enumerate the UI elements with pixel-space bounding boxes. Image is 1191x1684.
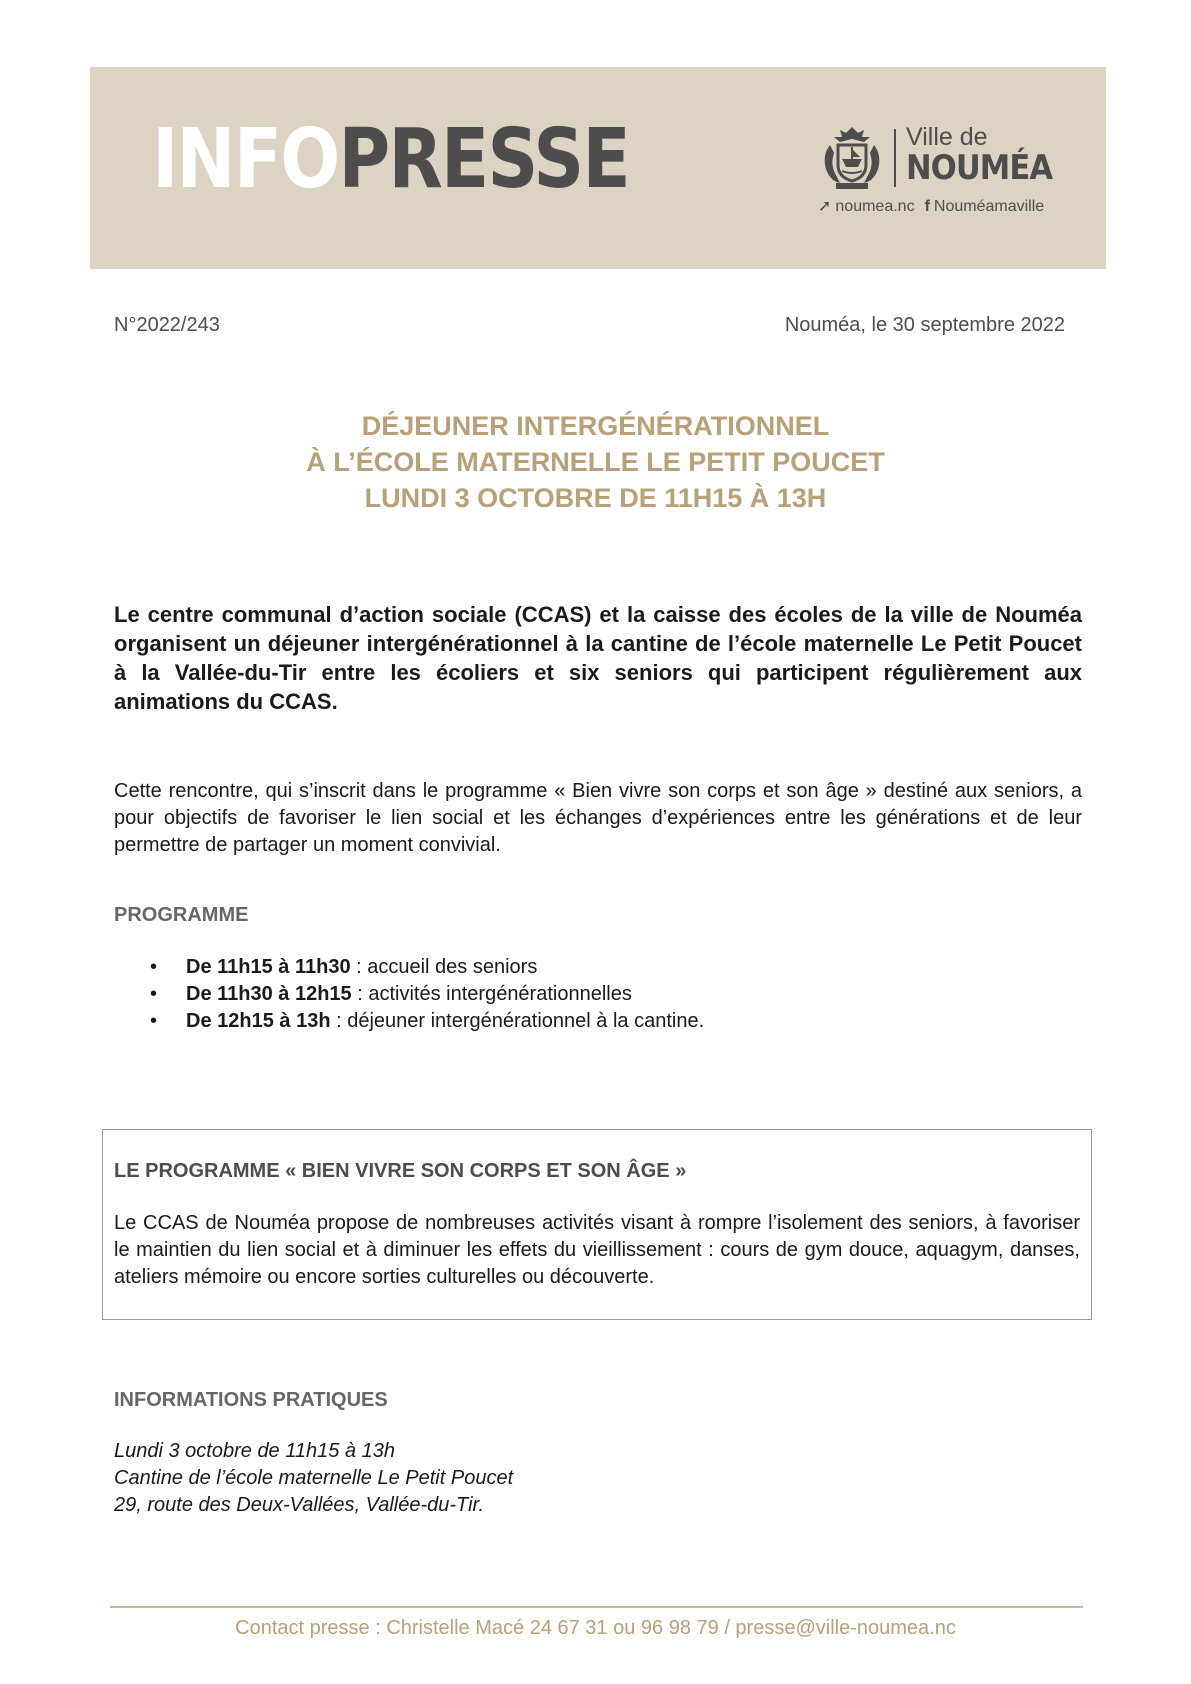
programme-info-box [102, 1129, 1092, 1320]
box-title: LE PROGRAMME « BIEN VIVRE SON CORPS ET SON ÂGE » [114, 1160, 687, 1182]
title-line-3: LUNDI 3 OCTOBRE DE 11H15 À 13H [364, 483, 827, 513]
practical-info [114, 1438, 513, 1519]
footer-divider [110, 1606, 1083, 1608]
brand-presse: PRESSE [338, 112, 629, 207]
programme-desc: : activités intergénérationnelles [351, 983, 632, 1005]
press-release-date: Nouméa, le 30 septembre 2022 [784, 314, 1065, 336]
website-link[interactable]: noumea.nc [835, 198, 915, 215]
logo-ville-de: Ville de [906, 123, 988, 151]
header-band [90, 67, 1106, 269]
programme-desc: : déjeuner intergénérationnel à la cantine. [330, 1010, 705, 1032]
logo-divider [894, 129, 896, 187]
arrow-icon: ➚ [818, 198, 832, 215]
logo-links [818, 199, 1044, 215]
page-title [0, 408, 1191, 516]
intro-paragraph: Cette rencontre, qui s’inscrit dans le programme « Bien vivre son corps et son âge » destiné aux seniors, a pour objectifs de favoriser le lien social et les échanges d’expériences entre les générations et de leur permettre de partager un moment convivial. [114, 780, 1082, 856]
list-item [150, 1008, 704, 1035]
practical-venue: Cantine de l’école maternelle Le Petit Poucet [114, 1467, 514, 1489]
press-release-number: N°2022/243 [114, 314, 220, 336]
info-presse-logo [152, 112, 629, 207]
bullet-icon: • [150, 956, 158, 978]
brand-info: INFO [152, 112, 339, 207]
footer-contact: Contact presse : Christelle Macé 24 67 31 ou 96 98 79 / presse@ville-noumea.nc [235, 1617, 956, 1639]
bullet-icon: • [150, 1010, 158, 1032]
title-line-2: À L’ÉCOLE MATERNELLE LE PETIT POUCET [306, 447, 885, 477]
programme-time: De 12h15 à 13h [186, 1010, 331, 1032]
programme-heading: PROGRAMME [114, 904, 249, 926]
programme-time: De 11h15 à 11h30 [186, 956, 351, 978]
list-item [150, 954, 704, 981]
logo-noumea: NOUMÉA [906, 148, 1053, 188]
programme-list [150, 954, 704, 1035]
facebook-link[interactable]: Nouméamaville [933, 198, 1045, 215]
bullet-icon: • [150, 983, 158, 1005]
lead-paragraph: Le centre communal d’action sociale (CCAS) et la caisse des écoles de la ville de Nouméa organisent un déjeuner intergénérationnel à la cantine de l’école maternelle Le Petit Poucet à la Vallée-du-Tir entre les écoliers et six seniors qui participent régulièrement aux animations du CCAS. [114, 602, 1082, 714]
practical-info-heading: INFORMATIONS PRATIQUES [114, 1389, 388, 1411]
list-item [150, 981, 704, 1008]
ville-noumea-logo [816, 125, 1056, 225]
facebook-icon: f [924, 198, 930, 215]
practical-date: Lundi 3 octobre de 11h15 à 13h [114, 1440, 395, 1462]
city-crest-icon [816, 125, 888, 191]
box-text: Le CCAS de Nouméa propose de nombreuses activités visant à rompre l’isolement des seniors, à favoriser le maintien du lien social et à diminuer les effets du vieillissement : cours de gym douce, aquagym, danses, ateliers mémoire ou encore sorties culturelles ou découverte. [114, 1212, 1080, 1288]
practical-address: 29, route des Deux-Vallées, Vallée-du-Tir. [114, 1494, 484, 1516]
programme-time: De 11h30 à 12h15 [186, 983, 352, 1005]
programme-desc: : accueil des seniors [350, 956, 538, 978]
title-line-1: DÉJEUNER INTERGÉNÉRATIONNEL [361, 411, 830, 441]
